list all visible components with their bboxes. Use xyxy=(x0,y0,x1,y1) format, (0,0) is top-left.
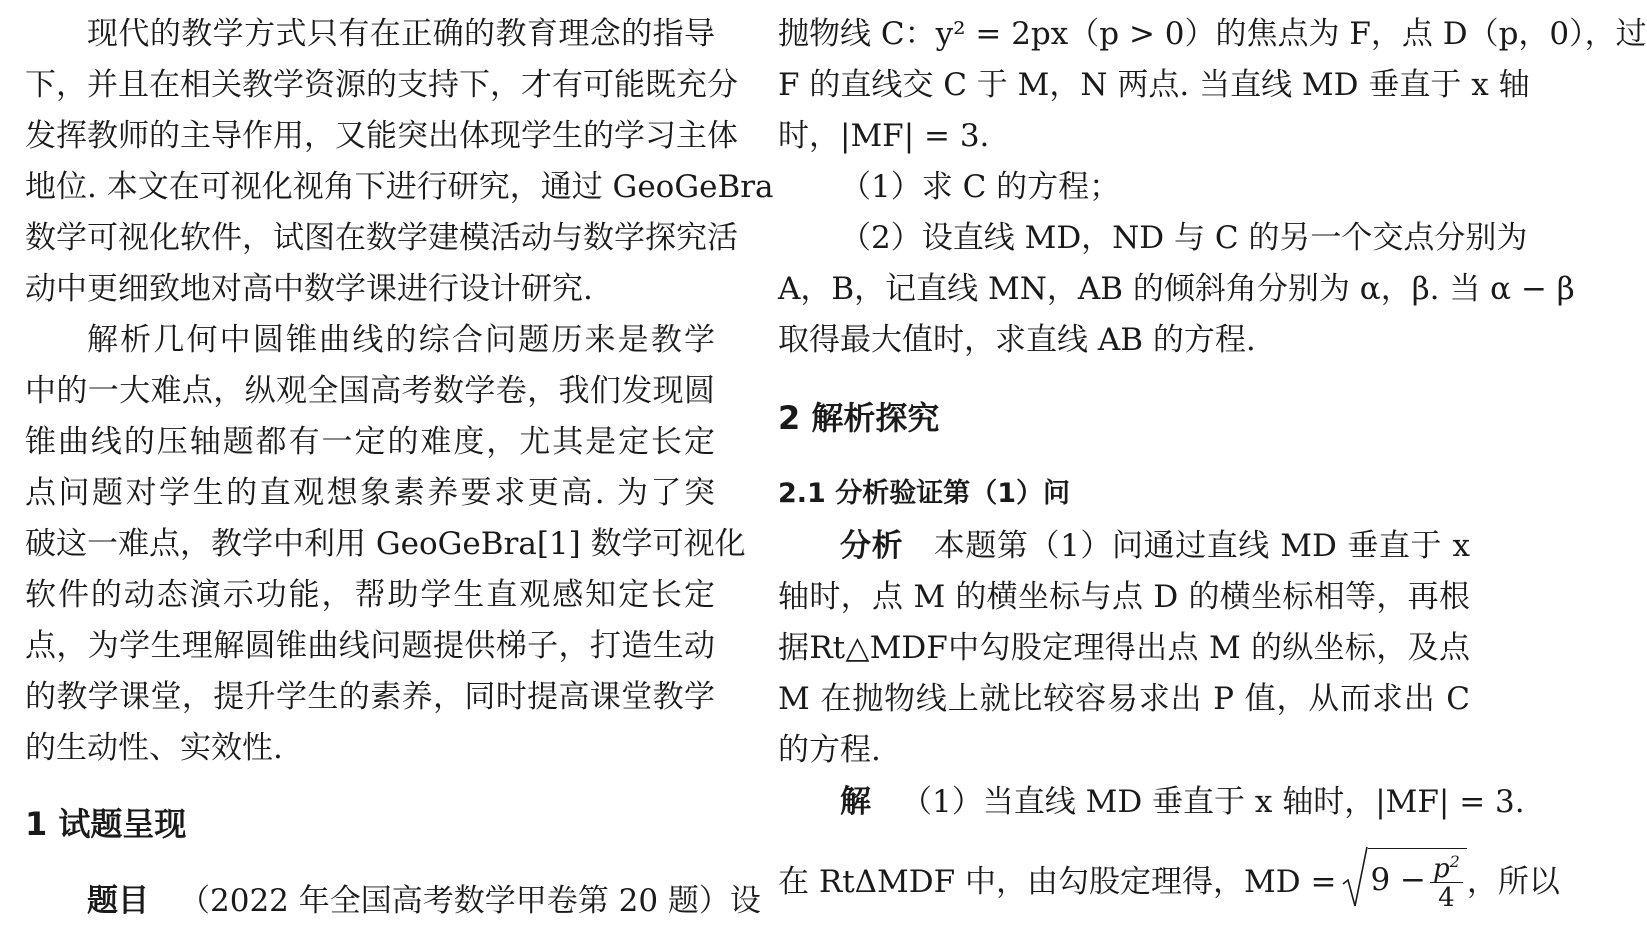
radical-sign-icon xyxy=(1342,846,1368,908)
paragraph-line: 取得最大值时，求直线 AB 的方程. xyxy=(778,322,1256,358)
square-root xyxy=(1342,846,1466,911)
solution-label: 解 xyxy=(840,784,871,820)
paragraph-line: 破这一难点，教学中利用 GeoGeBra[1] 数学可视化 xyxy=(25,526,746,562)
formula-suffix: ，所以 xyxy=(1466,863,1560,900)
paragraph-line: 的生动性、实效性. xyxy=(25,730,283,766)
problem-intro-text: （2022 年全国高考数学甲卷第 20 题）设 xyxy=(179,883,761,919)
analysis-line xyxy=(778,520,1470,572)
paragraph-line: 抛物线 C：y² = 2px（p > 0）的焦点为 F，点 D（p，0），过 xyxy=(778,16,1647,52)
analysis-label: 分析 xyxy=(840,528,904,564)
pythagorean-formula xyxy=(778,843,1560,913)
paragraph-line: 锥曲线的压轴题都有一定的难度，尤其是定长定 xyxy=(25,424,715,460)
paragraph-line: 中的一大难点，纵观全国高考数学卷，我们发现圆 xyxy=(25,373,715,409)
paragraph-line: 时，|MF| = 3. xyxy=(778,118,990,154)
section-heading: 1 试题呈现 xyxy=(25,805,187,843)
question-1: （1）求 C 的方程； xyxy=(840,169,1121,205)
analysis-text: 本题第（1）问通过直线 MD 垂直于 x xyxy=(933,528,1470,564)
solution-text: （1）当直线 MD 垂直于 x 轴时，|MF| = 3. xyxy=(901,784,1525,820)
paragraph-line: 地位. 本文在可视化视角下进行研究，通过 GeoGeBra xyxy=(25,169,774,205)
paragraph-line: 软件的动态演示功能，帮助学生直观感知定长定 xyxy=(25,577,715,613)
paragraph-line: 现代的教学方式只有在正确的教育理念的指导 xyxy=(87,16,715,52)
paragraph-line: 动中更细致地对高中数学课进行设计研究. xyxy=(25,271,593,307)
paragraph-line: A，B，记直线 MN，AB 的倾斜角分别为 α，β. 当 α − β xyxy=(778,271,1575,307)
paragraph-line: 下，并且在相关教学资源的支持下，才有可能既充分 xyxy=(25,67,738,103)
paragraph-line: 点问题对学生的直观想象素养要求更高. 为了突 xyxy=(25,475,715,511)
fraction-numerator: $p^2$ xyxy=(1430,849,1463,883)
paragraph-line: 的教学课堂，提升学生的素养，同时提高课堂教学 xyxy=(25,679,715,715)
paragraph-line: 点，为学生理解圆锥曲线问题提供梯子，打造生动 xyxy=(25,628,715,664)
paragraph-line: 发挥教师的主导作用，又能突出体现学生的学习主体 xyxy=(25,118,738,154)
formula-prefix: 在 RtΔMDF 中，由勾股定理得，MD = xyxy=(778,863,1337,900)
problem-intro-line xyxy=(25,875,761,927)
radicand xyxy=(1368,848,1466,911)
solution-line xyxy=(778,776,1525,828)
paragraph-line: 的方程. xyxy=(778,732,881,768)
problem-label: 题目 xyxy=(87,883,149,919)
question-2: （2）设直线 MD，ND 与 C 的另一个交点分别为 xyxy=(840,220,1528,256)
subsection-heading: 2.1 分析验证第（1）问 xyxy=(778,478,1071,509)
fraction-denominator: 4 xyxy=(1438,882,1455,913)
section-heading: 2 解析探究 xyxy=(778,399,940,437)
paragraph-line: 据Rt△MDF中勾股定理得出点 M 的纵坐标，及点 xyxy=(778,630,1470,666)
paragraph-line: 数学可视化软件，试图在数学建模活动与数学探究活 xyxy=(25,220,738,256)
paragraph-line: 轴时，点 M 的横坐标与点 D 的横坐标相等，再根 xyxy=(778,579,1470,615)
paragraph-line: M 在抛物线上就比较容易求出 P 值，从而求出 C xyxy=(778,681,1470,717)
paragraph-line: 解析几何中圆锥曲线的综合问题历来是教学 xyxy=(87,322,715,358)
paragraph-line: F 的直线交 C 于 M，N 两点. 当直线 MD 垂直于 x 轴 xyxy=(778,67,1530,103)
radicand-text: 9 − xyxy=(1370,861,1426,898)
fraction xyxy=(1430,849,1463,911)
